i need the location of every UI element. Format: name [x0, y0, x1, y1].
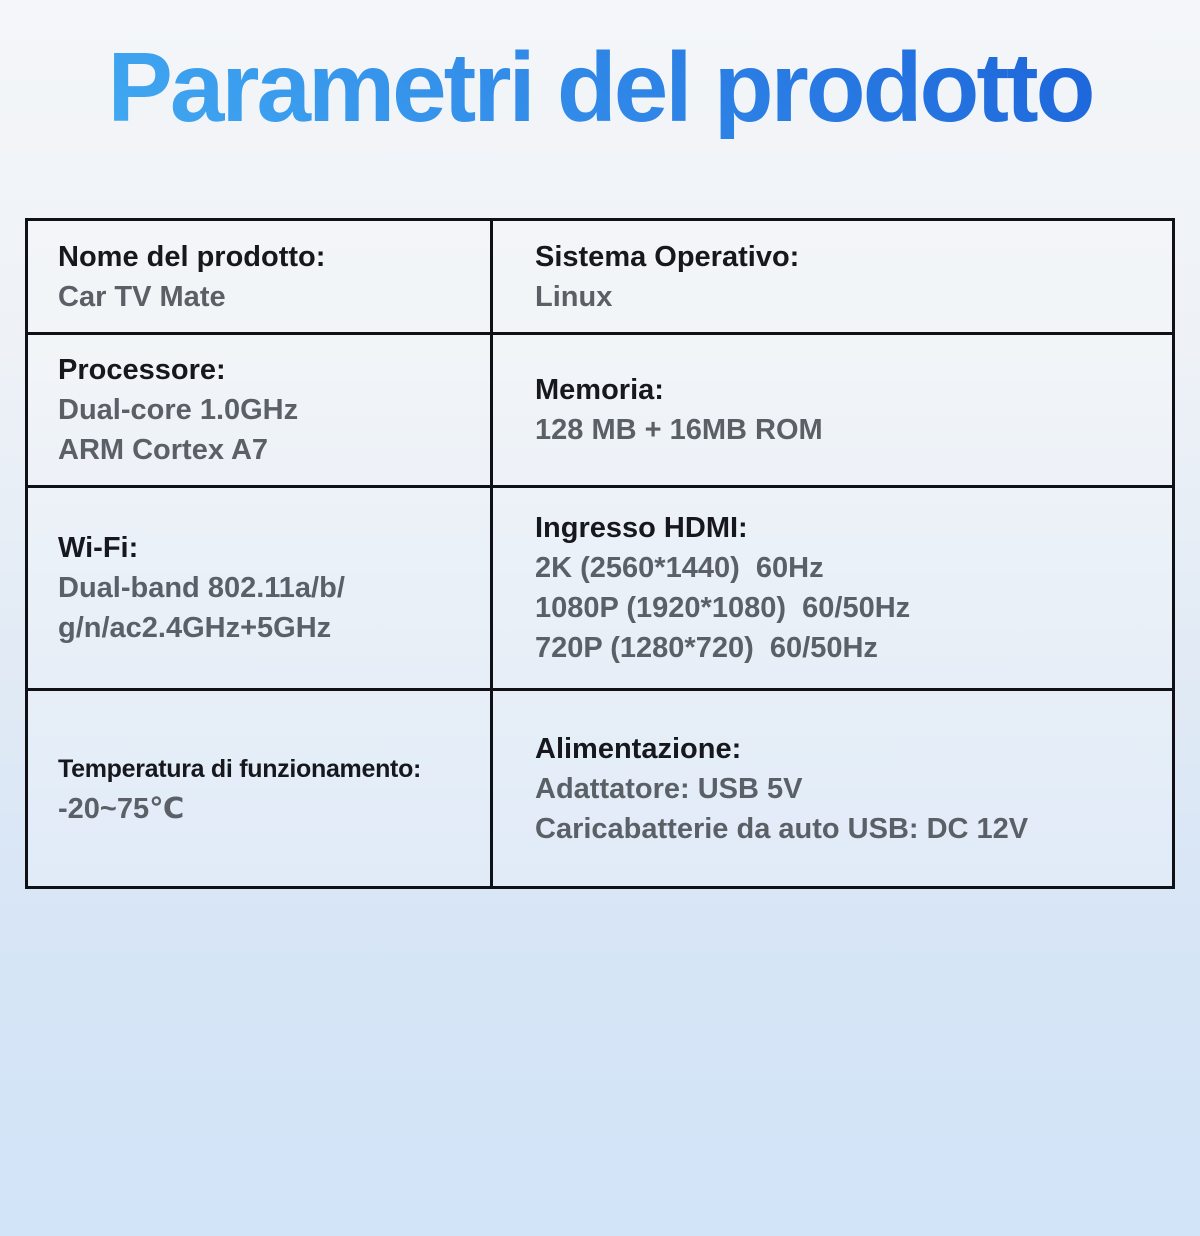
product-spec-table: [25, 218, 1175, 889]
spec-value-line: Dual-band 802.11a/b/: [58, 572, 345, 604]
spec-label: Memoria:: [535, 374, 664, 406]
spec-value-line: Adattatore: USB 5V: [535, 772, 803, 805]
spec-cell-power-supply: [493, 691, 1172, 886]
spec-cell-hdmi-input: [493, 488, 1172, 691]
spec-value-line: ARM Cortex A7: [58, 434, 269, 466]
spec-label: Nome del prodotto:: [58, 240, 326, 273]
spec-cell-wifi: [28, 488, 493, 691]
spec-value-line: 128 MB + 16MB ROM: [535, 414, 823, 446]
spec-cell-operating-system: [493, 221, 1172, 335]
spec-cell-operating-temperature: [28, 691, 493, 886]
spec-cell-processor: [28, 335, 493, 488]
spec-value-line: 720P (1280*720) 60/50Hz: [535, 632, 878, 664]
spec-value-line: Linux: [535, 280, 613, 313]
spec-cell-product-name: [28, 221, 493, 335]
spec-label: Sistema Operativo:: [535, 240, 800, 273]
spec-value-line: Caricabatterie da auto USB: DC 12V: [535, 812, 1029, 845]
spec-value-line: Dual-core 1.0GHz: [58, 394, 299, 426]
spec-label: Processore:: [58, 354, 226, 386]
spec-value-line: g/n/ac2.4GHz+5GHz: [58, 612, 332, 644]
spec-label: Ingresso HDMI:: [535, 512, 748, 544]
spec-value-line: 1080P (1920*1080) 60/50Hz: [535, 592, 911, 624]
spec-label: Alimentazione:: [535, 732, 742, 765]
spec-cell-memory: [493, 335, 1172, 488]
spec-label: Temperatura di funzionamento:: [58, 754, 422, 783]
spec-value-line: Car TV Mate: [58, 280, 226, 313]
spec-value-line: -20~75℃: [58, 792, 185, 825]
page-title: Parametri del prodotto: [107, 32, 1093, 142]
spec-value-line: 2K (2560*1440) 60Hz: [535, 552, 824, 584]
spec-label: Wi-Fi:: [58, 532, 139, 564]
